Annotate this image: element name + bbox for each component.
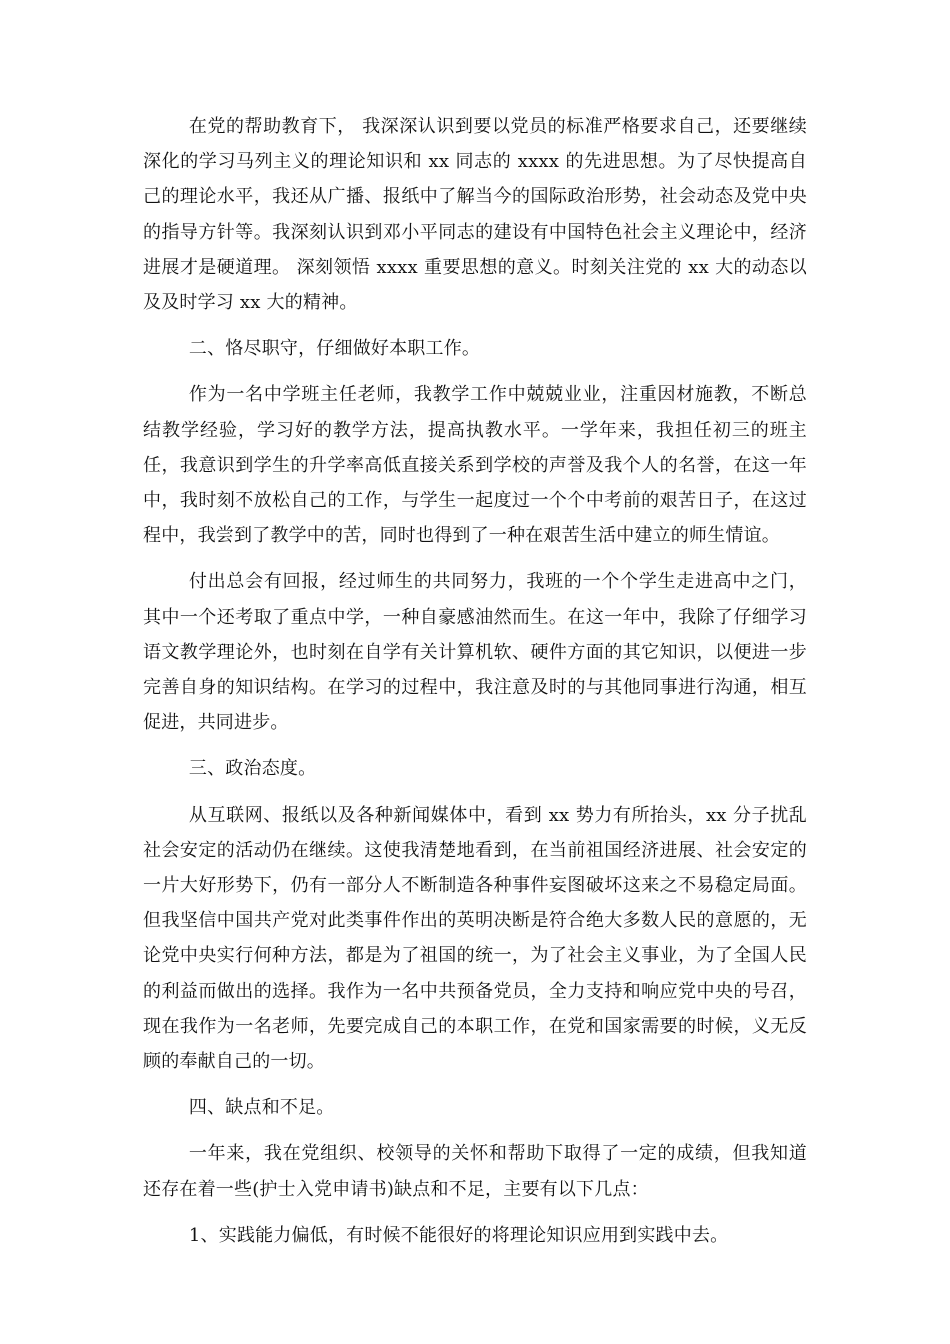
heading-section-two: 二、恪尽职守，仔细做好本职工作。 xyxy=(188,338,481,360)
heading-section-four: 四、缺点和不足。 xyxy=(188,1097,335,1119)
paragraph-shortcomings: 一年来，我在党组织、校领导的关怀和帮助下取得了一定的成绩，但我知道还存在着一些(护士入党申请书)缺点和不足，主要有以下几点： xyxy=(143,1143,807,1200)
heading-section-three: 三、政治态度。 xyxy=(188,758,317,780)
paragraph-study-theory: 在党的帮助教育下， 我深深认识到要以党员的标准严格要求自己，还要继续深化的学习马列主义的理论知识和 xx 同志的 xxxx 的先进思想。为了尽快提高自己的理论水平，我还从广播、报纸中了解当今的国际政治形势，社会动态及党中央的指导方针等。我深刻认识到邓小平同志的建设有中国特色社会主义理论中，经济进展才是硬道理。 深刻领悟 xxxx 重要思想的意义。时刻关注党的 xx 大的动态以及及时学习 xx 大的精神。 xyxy=(143,116,807,314)
document-body xyxy=(143,109,807,1253)
paragraph-rewards: 付出总会有回报，经过师生的共同努力，我班的一个个学生走进高中之门，其中一个还考取了重点中学，一种自豪感油然而生。在这一年中，我除了仔细学习语文教学理论外，也时刻在自学有关计算机软、硬件方面的其它知识，以便进一步完善自身的知识结构。在学习的过程中，我注意及时的与其他同事进行沟通，相互促进，共同进步。 xyxy=(143,571,807,734)
list-item-shortcoming-1: 1、实践能力偏低，有时候不能很好的将理论知识应用到实践中去。 xyxy=(188,1224,729,1246)
paragraph-teacher-work: 作为一名中学班主任老师，我教学工作中兢兢业业，注重因材施教，不断总结教学经验，学习好的教学方法，提高执教水平。一学年来，我担任初三的班主任，我意识到学生的升学率高低直接关系到学校的声誉及我个人的名誉，在这一年中，我时刻不放松自己的工作，与学生一起度过一个个中考前的艰苦日子，在这过程中，我尝到了教学中的苦，同时也得到了一种在艰苦生活中建立的师生情谊。 xyxy=(143,384,807,547)
paragraph-political-attitude: 从互联网、报纸以及各种新闻媒体中，看到 xx 势力有所抬头，xx 分子扰乱社会安定的活动仍在继续。这使我清楚地看到，在当前祖国经济进展、社会安定的一片大好形势下，仍有一部分人不断制造各种事件妄图破坏这来之不易稳定局面。但我坚信中国共产党对此类事件作出的英明决断是符合绝大多数人民的意愿的，无论党中央实行何种方法，都是为了祖国的统一，为了社会主义事业，为了全国人民的利益而做出的选择。我作为一名中共预备党员，全力支持和响应党中央的号召，现在我作为一名老师，先要完成自己的本职工作，在党和国家需要的时候，义无反顾的奉献自己的一切。 xyxy=(143,804,807,1073)
